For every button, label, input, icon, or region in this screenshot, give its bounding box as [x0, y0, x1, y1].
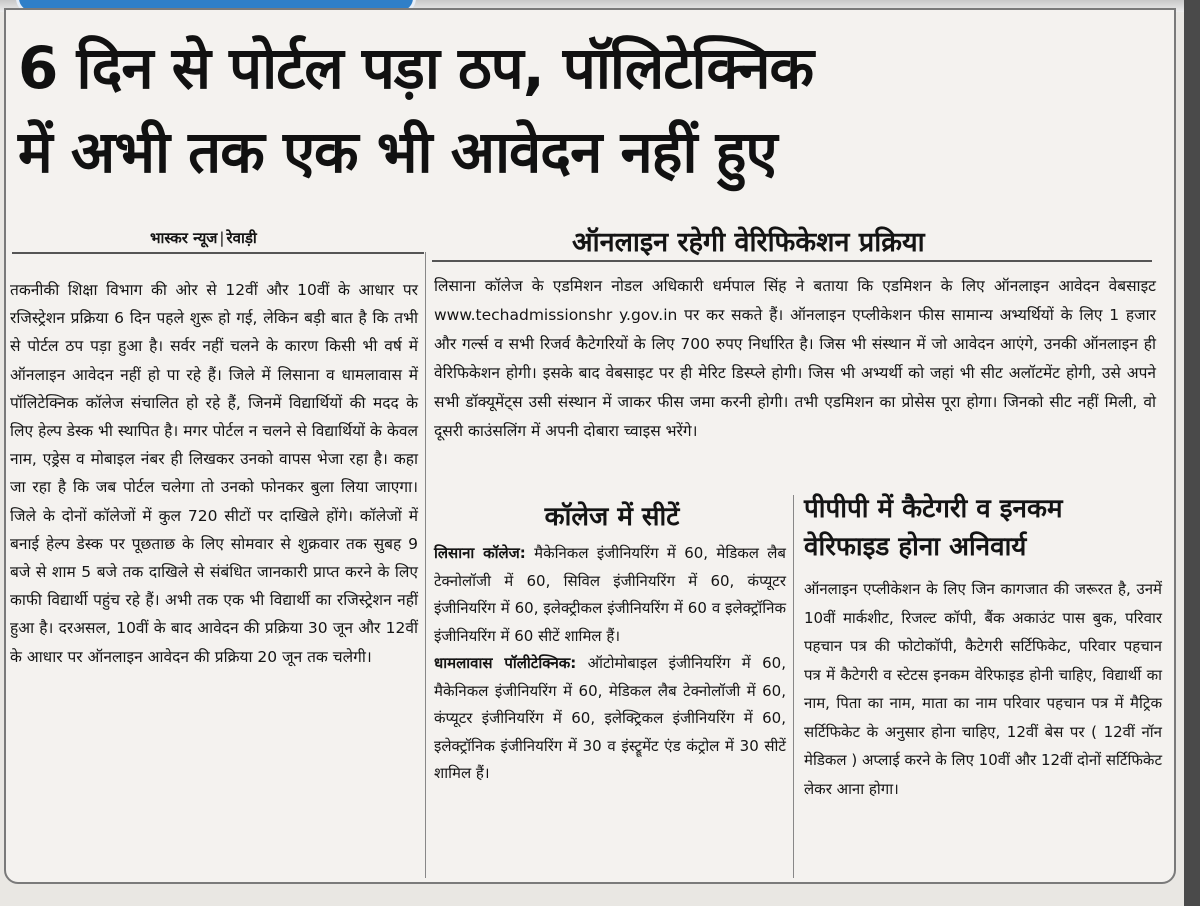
byline-place: रेवाड़ी [226, 229, 257, 247]
ppp-body: ऑनलाइन एप्लीकेशन के लिए जिन कागजात की जरूरत है, उनमें 10वीं मार्कशीट, रिजल्ट कॉपी, बैंक अकाउंट पास बुक, परिवार पहचान पत्र की फोटोकॉपी, कैटेगरी सर्टिफिकेट, परिवार पहचान पत्र में कैटेगरी व स्टेटस इनकम वेरिफाइड होनी चाहिए, विद्यार्थी का नाम, पिता का नाम, माता का नाम परिवार पहचान पत्र में मैट्रिक सर्टिफिकेट के अनुसार होना चाहिए, 12वीं बेस पर ( 12वीं नॉन मेडिकल ) अप्लाई करने के लिए 10वीं और 12वीं दोनों सर्टिफिकेट लेकर आना होगा। [804, 580, 1163, 798]
headline-line-1: 6 दिन से पोर्टल पड़ा ठप, पॉलिटेक्निक [18, 34, 814, 102]
article-body-column-1: तकनीकी शिक्षा विभाग की ओर से 12वीं और 10वीं के आधार पर रजिस्ट्रेशन प्रक्रिया 6 दिन पहले शुरू हो गई, लेकिन बड़ी बात है कि तभी से पोर्टल ठप पड़ा हुआ है। सर्वर नहीं चलने के कारण किसी भी वर्ष में ऑनलाइन आवेदन नहीं हो पा रहे हैं। जिले में लिसाना व धामलावास में पॉलिटेक्निक कॉलेज संचालित हो रहे हैं, जिनमें विद्यार्थियों की मदद के लिए हेल्प डेस्क भी स्थापित है। मगर पोर्टल न चलने से विद्यार्थियों के केवल नाम, एड्रेस व मोबाइल नंबर ही लिखकर उनको वापस भेजा रहा है। कहा जा रहा है कि जब पोर्टल चलेगा तो उनको फोनकर बुला लिया जाएगा। जिले के दोनों कॉलेजों में कुल 720 सीटों पर दाखिले होंगे। कॉलेजों में बनाई हेल्प डेस्क पर पूछताछ के लिए सोमवार से शुक्रवार तक सुबह 9 बजे से शाम 5 बजे तक दाखिले से संबंधित जानकारी प्राप्त करने के लिए काफी विद्यार्थी पहुंच रहे हैं। अभी तक एक भी विद्यार्थी का रजिस्ट्रेशन नहीं हुआ है। दरअसल, 10वीं के बाद आवेदन की प्रक्रिया 30 जून और 12वीं के आधार पर ऑनलाइन आवेदन की प्रक्रिया 20 जून तक चलेगी। [10, 281, 418, 666]
byline-separator: | [219, 229, 225, 247]
ppp-heading-line-2: वेरिफाइड होना अनिवार्य [804, 532, 1027, 562]
college-seats-heading: कॉलेज में सीटें [544, 502, 680, 532]
verification-paragraph: लिसाना कॉलेज के एडमिशन नोडल अधिकारी धर्मपाल सिंह ने बताया कि एडमिशन के लिए ऑनलाइन आवेदन वेबसाइट www.techadmissionshr y.gov.in पर कर सकते हैं। ऑनलाइन एप्लीकेशन फीस सामान्य अभ्यर्थियों के लिए 1 हजार और गर्ल्स व सभी रिजर्व कैटेगरियों के लिए 700 रुपए निर्धारित है। जिस भी संस्थान में जो आवेदन आएंगे, उनकी ऑनलाइन ही वेरिफिकेशन होगी। इसके बाद वेबसाइट पर ही मेरिट डिस्प्ले होगी। जिस भी अभ्यर्थी को जहां भी सीट अलॉटमेंट होगी, उसे अपने सभी डॉक्यूमेंट्स उसी संस्थान में जाकर फीस जमा करनी होगी। तभी एडमिशन का प्रोसेस पूरा होगा। जिनको सीट नहीं मिली, वो दूसरी काउंसलिंग में अपनी दोबारा च्वाइस भरेंगे। [434, 277, 1156, 440]
headline [18, 26, 1168, 194]
dhamlawas-label: धामलावास पॉलीटेक्निक: [434, 654, 577, 672]
ppp-heading [804, 490, 1164, 566]
headline-line-2: में अभी तक एक भी आवेदन नहीं हुए [18, 118, 777, 186]
ppp-heading-line-1: पीपीपी में कैटेगरी व इनकम [804, 494, 1063, 524]
column-divider [425, 252, 426, 878]
dhamlawas-seats [434, 650, 786, 788]
byline [150, 228, 257, 248]
lisana-label: लिसाना कॉलेज: [434, 544, 526, 562]
lisana-seats [434, 540, 786, 650]
byline-source: भास्कर न्यूज [150, 229, 218, 247]
divider-right [432, 260, 1152, 262]
subheading-verification: ऑनलाइन रहेगी वेरिफिकेशन प्रक्रिया [572, 227, 925, 258]
college-seats-body [434, 540, 786, 788]
column-divider-lower [793, 495, 794, 878]
dhamlawas-text: ऑटोमोबाइल इंजीनियरिंग में 60, मैकेनिकल इंजीनियरिंग में 60, मेडिकल लैब टेक्नोलॉजी में 60, कंप्यूटर इंजीनियरिंग में 60, इलेक्ट्रिकल इंजीनियरिंग में 60, इलेक्ट्रॉनिक इंजीनियरिंग में 30 व इंस्ट्रूमेंट एंड कंट्रोल में 30 सीटें शामिल हैं। [434, 654, 786, 782]
adjacent-page-edge [1184, 0, 1200, 906]
divider-left [12, 252, 424, 254]
lisana-text: मैकेनिकल इंजीनियरिंग में 60, मेडिकल लैब टेक्नोलॉजी में 60, सिविल इंजीनियरिंग में 60, कंप्यूटर इंजीनियरिंग में 60, इलेक्ट्रीकल इंजीनियरिंग में 60 व इलेक्ट्रॉनिक इंजीनियरिंग में 60 सीटें शामिल हैं। [434, 544, 787, 645]
